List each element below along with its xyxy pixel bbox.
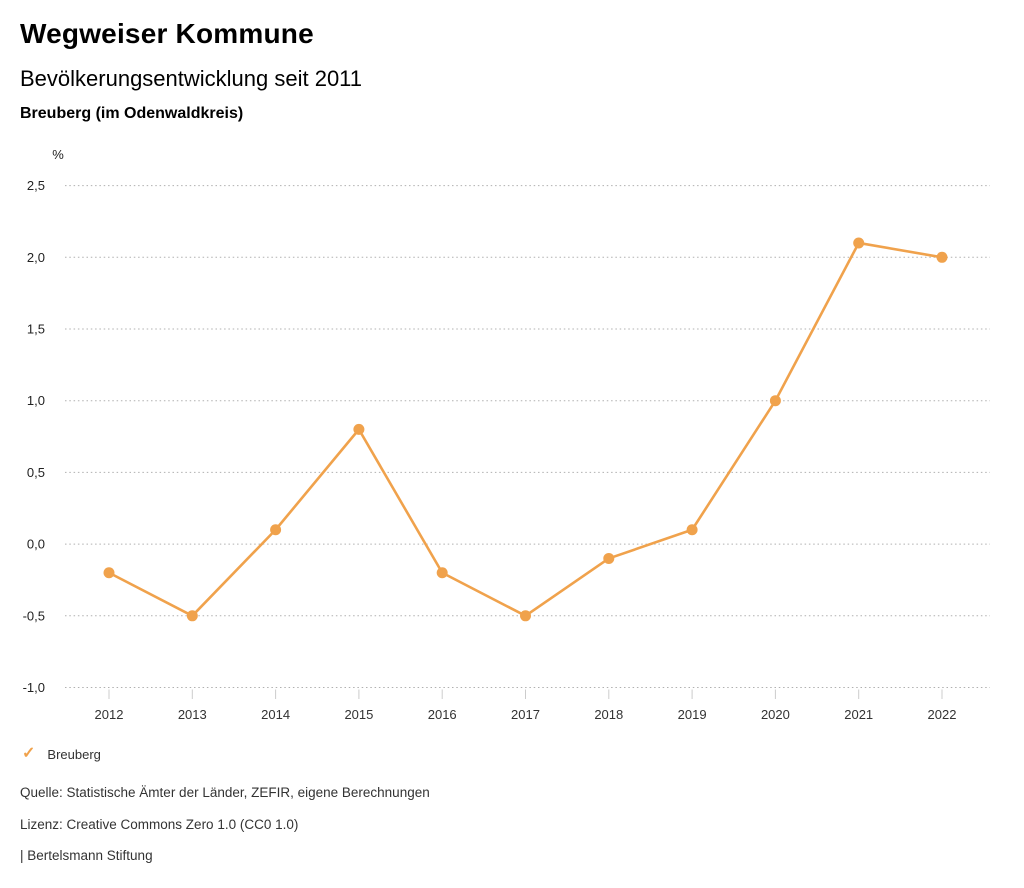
license-note: Lizenz: Creative Commons Zero 1.0 (CC0 1.0) xyxy=(20,817,299,832)
y-tick-label: 1,5 xyxy=(26,321,45,337)
data-point-2022[interactable] xyxy=(937,252,948,263)
data-point-2014[interactable] xyxy=(270,524,281,535)
data-point-2015[interactable] xyxy=(353,424,364,435)
chart-region-label: Breuberg (im Odenwaldkreis) xyxy=(20,105,244,122)
y-tick-label: 2,0 xyxy=(26,249,45,265)
x-tick-label: 2018 xyxy=(594,707,624,722)
data-point-2018[interactable] xyxy=(603,553,614,564)
page-title: Wegweiser Kommune xyxy=(20,18,314,49)
y-axis-unit-label: % xyxy=(52,147,64,162)
data-point-2012[interactable] xyxy=(104,567,115,578)
check-icon[interactable]: ✓ xyxy=(22,745,36,762)
y-tick-label: 1,0 xyxy=(26,393,45,409)
x-tick-label: 2013 xyxy=(177,707,207,722)
data-point-2013[interactable] xyxy=(187,610,198,621)
chart-subtitle: Bevölkerungsentwicklung seit 2011 xyxy=(20,66,363,91)
x-tick-label: 2022 xyxy=(927,707,957,722)
legend-item-breuberg[interactable]: Breuberg xyxy=(47,746,101,762)
x-tick-label: 2016 xyxy=(427,707,457,722)
source-note: Quelle: Statistische Ämter der Länder, ZEFIR, eigene Berechnungen xyxy=(20,785,430,800)
data-line xyxy=(109,243,942,616)
y-tick-label: 0,5 xyxy=(26,464,45,480)
data-point-2019[interactable] xyxy=(687,524,698,535)
x-tick-label: 2019 xyxy=(677,707,707,722)
data-point-2017[interactable] xyxy=(520,610,531,621)
y-tick-label: -0,5 xyxy=(22,608,45,624)
x-tick-label: 2017 xyxy=(511,707,540,722)
x-tick-label: 2020 xyxy=(760,707,790,722)
x-tick-label: 2021 xyxy=(844,707,874,722)
x-tick-label: 2014 xyxy=(261,707,291,722)
x-tick-label: 2012 xyxy=(94,707,124,722)
x-tick-label: 2015 xyxy=(344,707,374,722)
y-tick-label: 2,5 xyxy=(26,178,45,194)
y-tick-label: -1,0 xyxy=(22,680,45,695)
y-tick-label: 0,0 xyxy=(26,536,45,552)
data-point-2016[interactable] xyxy=(437,567,448,578)
data-point-2020[interactable] xyxy=(770,395,781,406)
attribution-note: | Bertelsmann Stiftung xyxy=(20,848,153,863)
legend xyxy=(22,744,101,764)
data-point-2021[interactable] xyxy=(853,237,864,248)
